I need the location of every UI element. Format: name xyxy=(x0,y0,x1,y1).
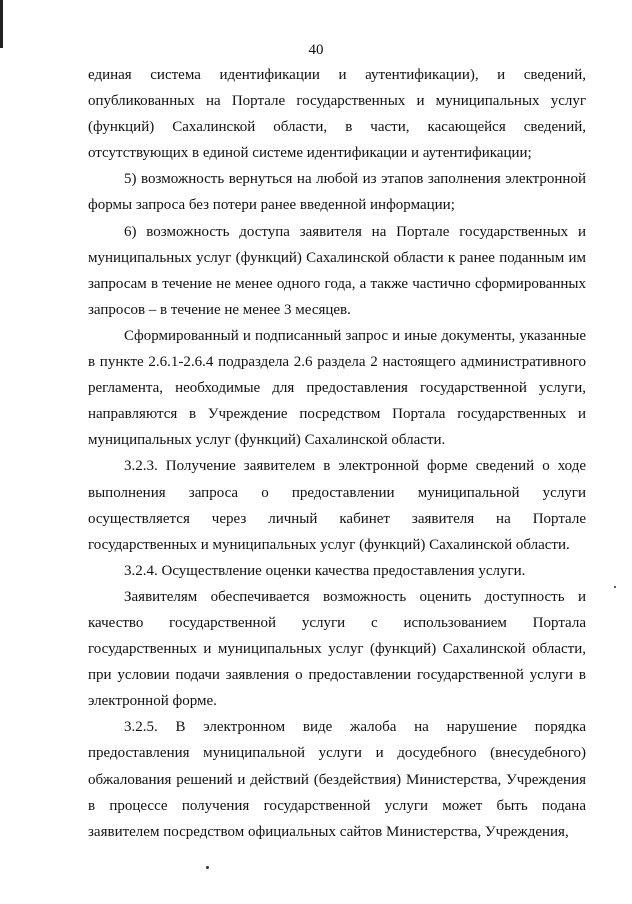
scan-speck xyxy=(206,866,209,869)
paragraph-continuation: единая система идентификации и аутентификации), и сведений, опубликованных на Портале государственных и муниципальных услуг (функций) Сахалинской области, в части, касающейся сведений, отсутствующих в единой системе идентификации и аутентификации; xyxy=(88,67,586,162)
paragraph-item-6: 6) возможность доступа заявителя на Портале государственных и муниципальных услуг (функций) Сахалинской области к ранее поданным им запросам в течение не менее одного года, а также частично сформированных запросов – в течение не менее 3 месяцев. xyxy=(88,223,586,318)
paragraph-3-2-5: 3.2.5. В электронном виде жалоба на нарушение порядка предоставления муниципальной услуги и досудебного (внесудебного) обжалования решений и действий (бездействия) Министерства, Учреждения в процессе получения государственной услуги может быть подана заявителем посредством официальных сайтов Министерства, Учреждения, xyxy=(88,719,586,840)
paragraph-item-5: 5) возможность вернуться на любой из этапов заполнения электронной формы запроса без потери ранее введенной информации; xyxy=(88,171,586,214)
scan-speck xyxy=(614,586,616,588)
page-number: 40 xyxy=(308,42,324,58)
paragraph-request-submission: Сформированный и подписанный запрос и иные документы, указанные в пункте 2.6.1-2.6.4 подраздела 2.6 раздела 2 настоящего административного регламента, необходимые для предоставления государственной услуги, направляются в Учреждение посредством Портала государственных и муниципальных услуг (функций) Сахалинской области. xyxy=(88,327,586,449)
paragraph-quality-assessment: Заявителям обеспечивается возможность оценить доступность и качество государственной услуги с использованием Портала государственных и муниципальных услуг (функций) Сахалинской области, при условии подачи заявления о предоставлении государственной услуги в электронной форме. xyxy=(88,588,586,710)
paragraph-3-2-4: 3.2.4. Осуществление оценки качества предоставления услуги. xyxy=(124,562,526,579)
paragraph-3-2-3: 3.2.3. Получение заявителем в электронной форме сведений о ходе выполнения запроса о предоставлении муниципальной услуги осуществляется через личный кабинет заявителя на Портале государственных и муниципальных услуг (функций) Сахалинской области. xyxy=(88,458,586,553)
document-body xyxy=(88,62,586,845)
scan-edge-mark xyxy=(0,0,3,48)
